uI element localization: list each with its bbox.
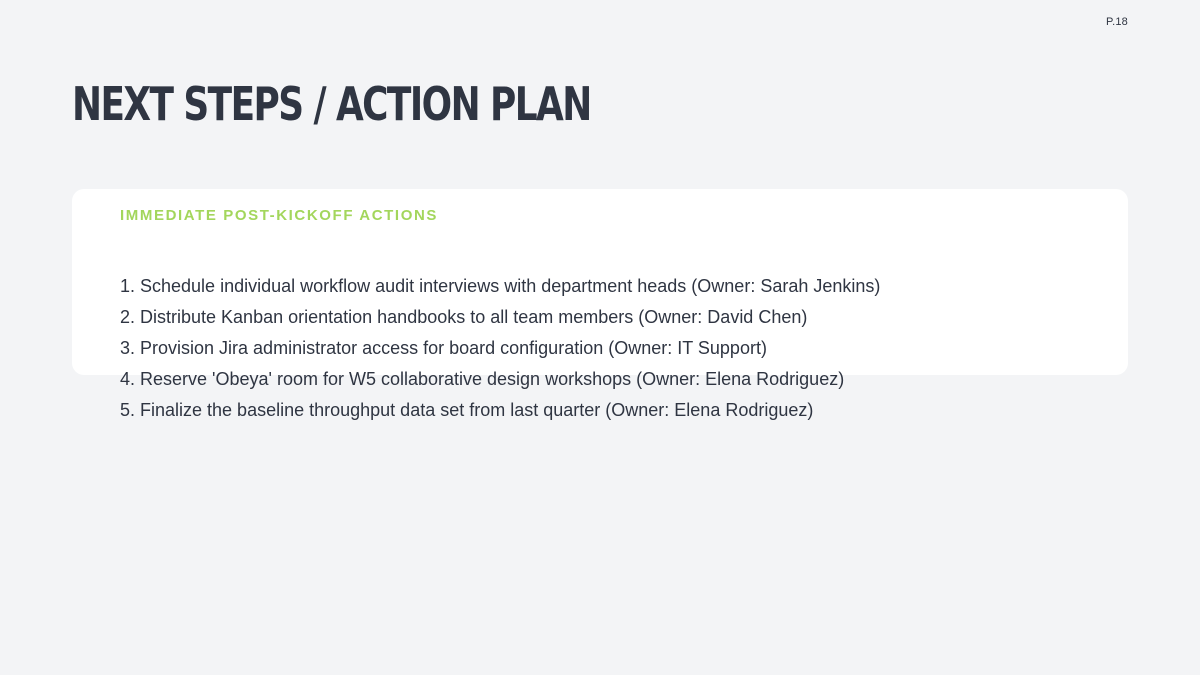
action-item: 1. Schedule individual workflow audit interviews with department heads (Owner: Sarah Jenkins): [120, 276, 881, 296]
page-number: P.18: [1105, 16, 1128, 28]
action-item: 4. Reserve 'Obeya' room for W5 collaborative design workshops (Owner: Elena Rodriguez): [120, 369, 845, 389]
action-item: 3. Provision Jira administrator access for board configuration (Owner: IT Support): [120, 338, 767, 358]
action-item: 5. Finalize the baseline throughput data set from last quarter (Owner: Elena Rodriguez): [120, 400, 814, 420]
section-label: IMMEDIATE POST-KICKOFF ACTIONS: [120, 207, 438, 224]
action-list: [120, 271, 880, 426]
page-title: NEXT STEPS / ACTION PLAN: [72, 77, 591, 131]
action-item: 2. Distribute Kanban orientation handbooks to all team members (Owner: David Chen): [120, 307, 808, 327]
